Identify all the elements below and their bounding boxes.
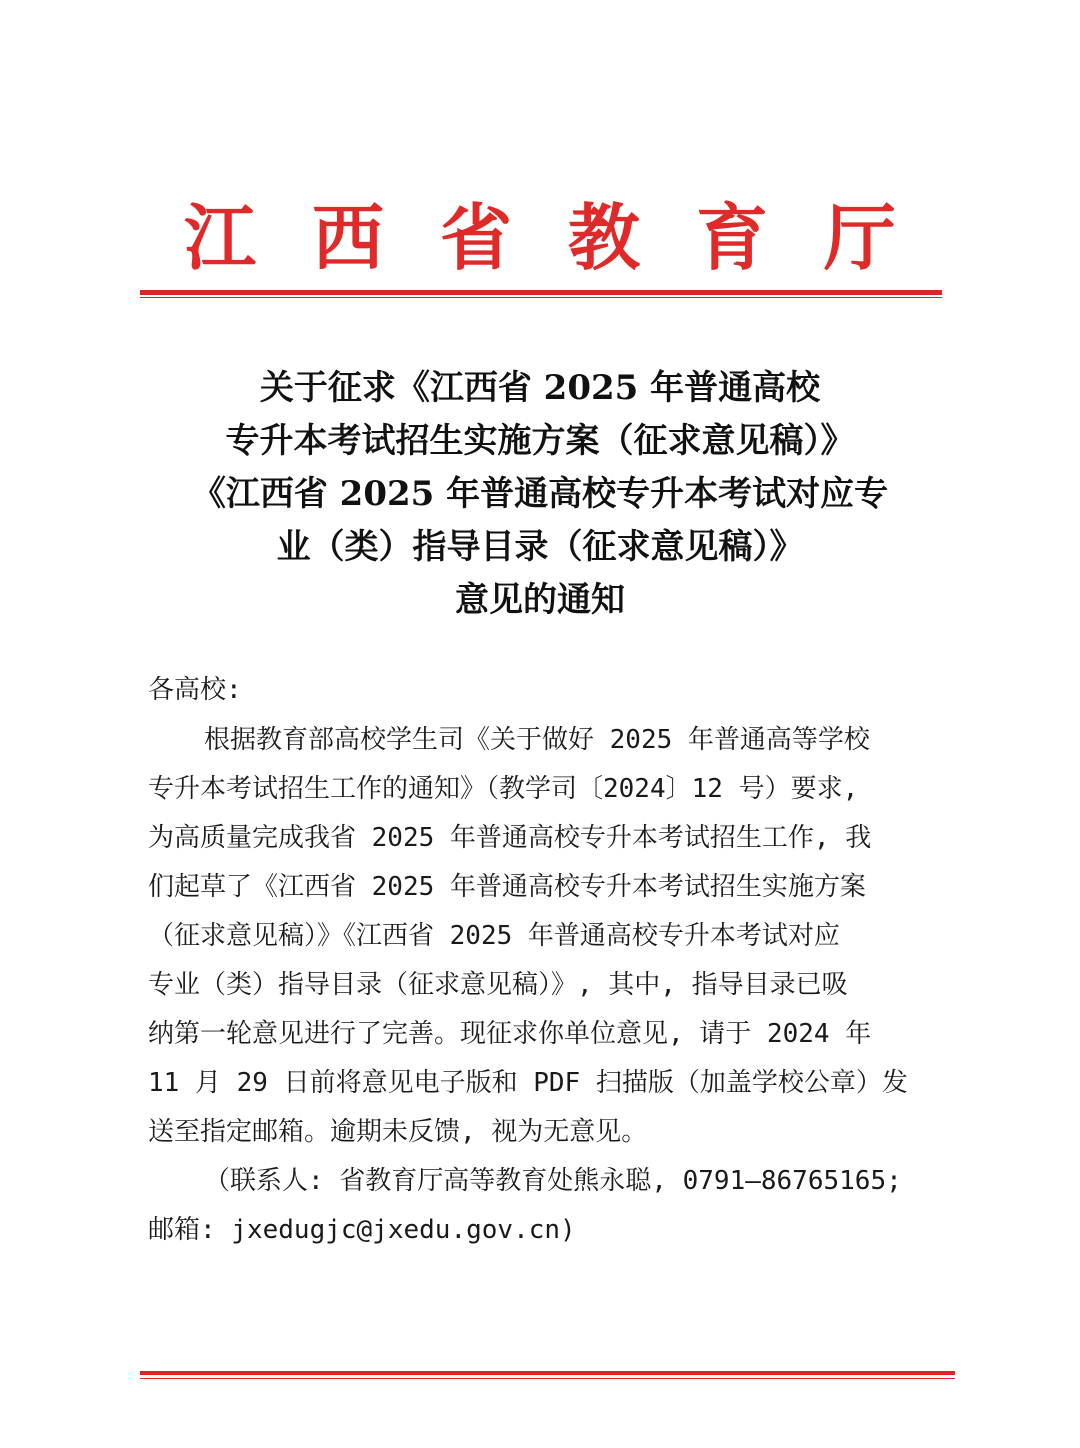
masthead-divider-thin xyxy=(140,297,942,298)
contact-line: （联系人: 省教育厅高等教育处熊永聪, 0791—86765165; xyxy=(204,1166,902,1196)
body-line: 纳第一轮意见进行了完善。现征求你单位意见, 请于 2024 年 xyxy=(148,1019,872,1049)
body-line: 送至指定邮箱。逾期未反馈, 视为无意见。 xyxy=(148,1117,648,1147)
footer-divider-thin xyxy=(140,1378,955,1379)
title-line: 关于征求《江西省 2025 年普通高校 xyxy=(259,368,821,408)
salutation: 各高校: xyxy=(148,675,242,705)
masthead-char: 省 xyxy=(439,195,512,280)
body-line: 11 月 29 日前将意见电子版和 PDF 扫描版（加盖学校公章）发 xyxy=(148,1068,908,1098)
title-line: 业（类）指导目录（征求意见稿）》 xyxy=(276,527,804,567)
body-line: （征求意见稿）》《江西省 2025 年普通高校专升本考试对应 xyxy=(148,921,840,951)
footer-divider-thick xyxy=(140,1371,955,1375)
document-title xyxy=(120,362,960,627)
masthead-char: 厅 xyxy=(823,195,896,280)
body-line: 专业（类）指导目录（征求意见稿）》, 其中, 指导目录已吸 xyxy=(148,970,848,1000)
notice-body xyxy=(148,722,928,1261)
body-line: 根据教育部高校学生司《关于做好 2025 年普通高等学校 xyxy=(204,725,870,755)
masthead-char: 育 xyxy=(695,195,768,280)
body-line: 为高质量完成我省 2025 年普通高校专升本考试招生工作, 我 xyxy=(148,823,872,853)
title-line: 《江西省 2025 年普通高校专升本考试对应专 xyxy=(191,474,889,514)
masthead-char: 江 xyxy=(184,195,257,280)
body-line: 们起草了《江西省 2025 年普通高校专升本考试招生实施方案 xyxy=(148,872,866,902)
masthead-divider-thick xyxy=(140,290,942,295)
masthead-char: 西 xyxy=(311,195,384,280)
title-line: 专升本考试招生实施方案（征求意见稿）》 xyxy=(225,421,855,461)
title-line: 意见的通知 xyxy=(455,580,625,620)
email-line: 邮箱: jxedugjc@jxedu.gov.cn) xyxy=(148,1215,576,1245)
masthead-issuer xyxy=(140,193,940,283)
body-line: 专升本考试招生工作的通知》（教学司〔2024〕12 号）要求, xyxy=(148,774,859,804)
masthead-char: 教 xyxy=(567,195,640,280)
